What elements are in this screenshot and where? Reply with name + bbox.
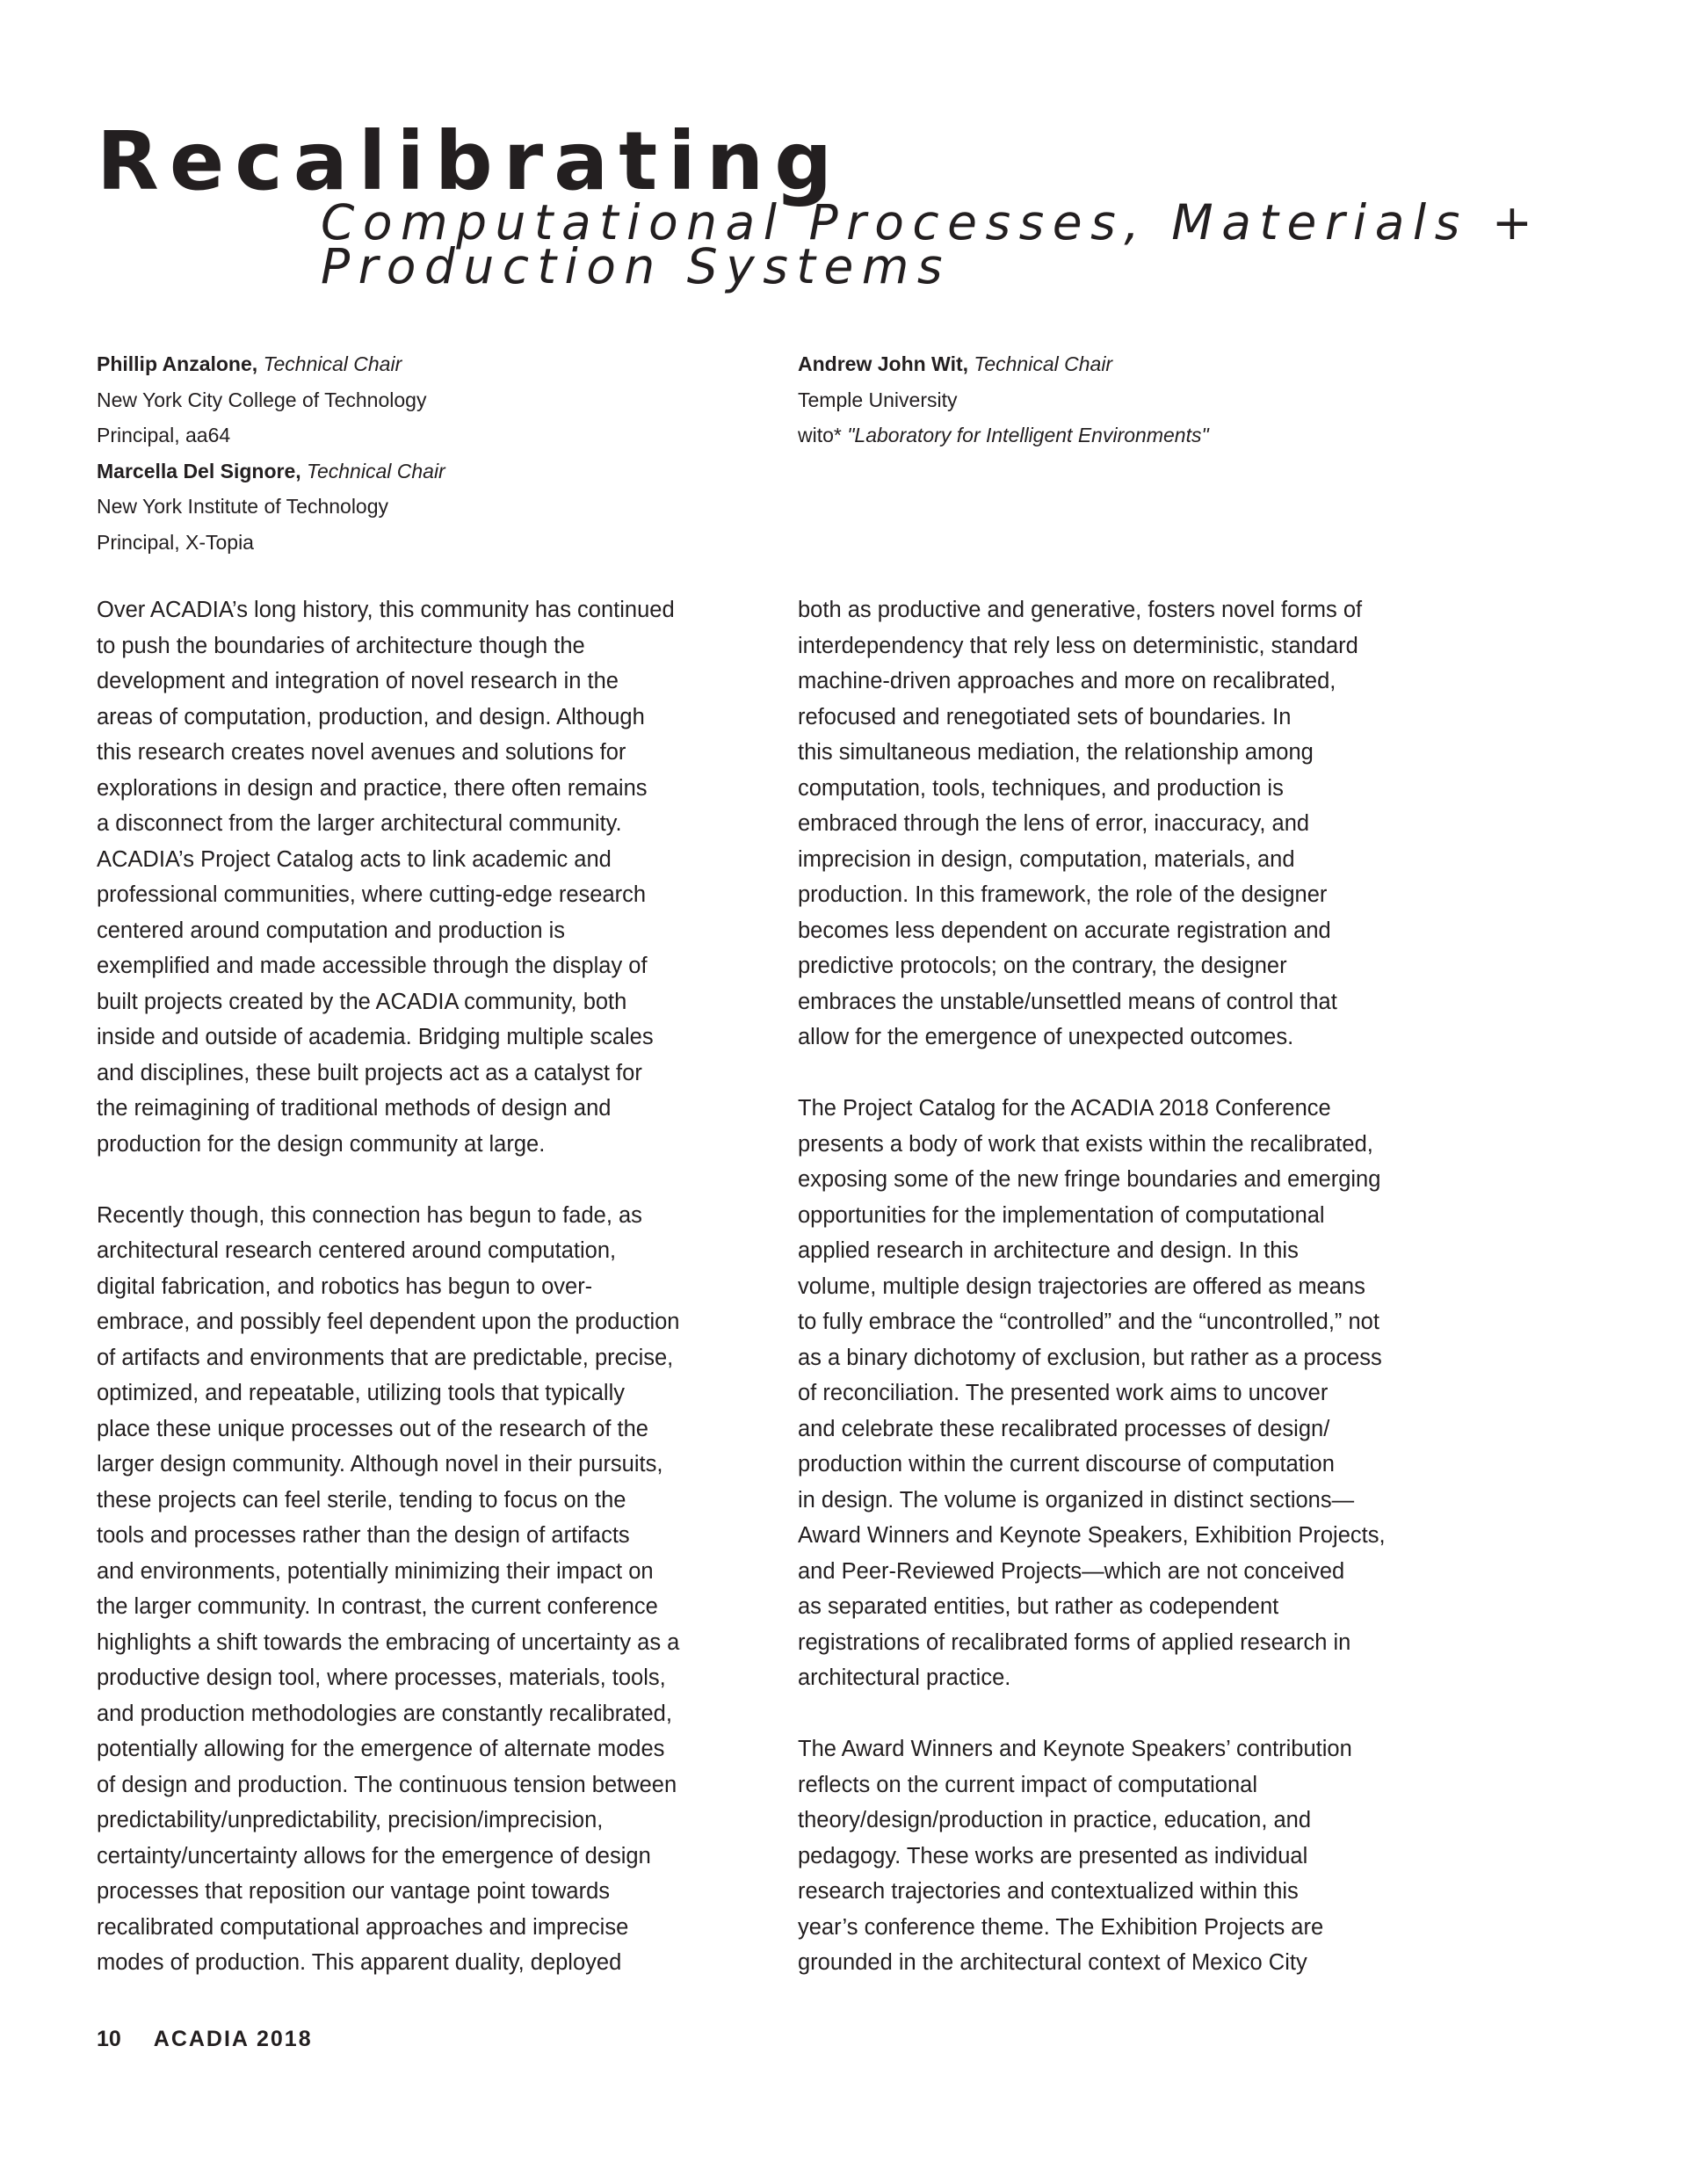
chair-role: Technical Chair (307, 459, 445, 483)
chair-affiliation: New York Institute of Technology (97, 495, 389, 518)
chair-role: Technical Chair (974, 352, 1113, 375)
body-paragraph: both as productive and generative, fosters novel forms of interdependency that rely less on deterministic, standard machine-driven approaches and more on recalibrated, refocused and renegotiated sets of boundaries. In this simultaneous mediation, the relationship among computation, tools, techniques, and production is embraced through the lens of error, inaccuracy, and imprecision in design, computation, materials, and production. In this framework, the role of the designer becomes less dependent on accurate registration and predictive protocols; on the contrary, the designer embraces the unstable/unsettled means of control that allow for the emergence of unexpected outcomes. (798, 598, 1363, 1049)
practice-lab-name: "Laboratory for Intelligent Environments" (847, 424, 1209, 446)
page-footer (97, 2025, 313, 2053)
chair-affiliation: Temple University (798, 388, 958, 411)
chair-name-line (97, 346, 764, 382)
chair-name: Phillip Anzalone, (97, 352, 258, 375)
chair-name-line (798, 346, 1466, 382)
body-paragraph: The Award Winners and Keynote Speakers’ contribution reflects on the current impact of computational theory/design/production in practice, education, and pedagogy. These works are presented as individual research trajectories and contextualized within this year’s conference theme. The Exhibition Projects are grounded in the architectural context of Mexico City (798, 1737, 1352, 1975)
chair-practice: Principal, X-Topia (97, 530, 254, 554)
body-column-left (97, 592, 791, 2016)
chair-name: Marcella Del Signore, (97, 459, 301, 483)
page-subtitle (321, 194, 1541, 294)
body-paragraph: Recently though, this connection has begun to fade, as architectural research centered around computation, digital fabrication, and robotics has begun to over- embrace, and possibly feel dependent upon the production of artifacts and environments that are predictable, precise, optimized, and repeatable, utilizing tools that typically place these unique processes out of the research of the larger design community. Although novel in their pursuits, these projects can feel sterile, tending to focus on the tools and processes rather than the design of artifacts and environments, potentially minimizing their impact on the larger community. In contrast, the current conference highlights a shift towards the embracing of uncertainty as a productive design tool, where processes, materials, tools, and production methodologies are constantly recalibrated, potentially allowing for the emergence of alternate modes of design and production. The continuous tension between predictability/unpredictability, precision/imprecision, certainty/uncertainty allows for the emergence of design processes that reposition our vantage point towards recalibrated computational approaches and imprecise modes of production. This apparent duality, deployed (97, 1202, 680, 1975)
subtitle-line-1: Computational Processes, Materials + (321, 194, 1541, 250)
body-paragraph: Over ACADIA’s long history, this community has continued to push the boundaries of architecture though the development and integration of novel research in the areas of computation, production, and design. Although this research creates novel avenues and solutions for explorations in design and practice, there often remains a disconnect from the larger architectural community. ACADIA’s Project Catalog acts to link academic and professional communities, where cutting-edge research centered around computation and production is exemplified and made accessible through the display of built projects created by the ACADIA community, both inside and outside of academia. Bridging multiple scales and disciplines, these built projects act as a catalyst for the reimagining of traditional methods of design and production for the design community at large. (97, 598, 675, 1157)
journal-name: ACADIA 2018 (153, 2027, 313, 2051)
body-column-right (798, 592, 1492, 2016)
chair-practice: Principal, aa64 (97, 424, 231, 446)
chairs-right-block (798, 346, 1466, 453)
subtitle-line-2: Production Systems (321, 238, 952, 294)
chair-practice (798, 417, 1466, 453)
chair-role: Technical Chair (263, 352, 402, 375)
chair-name-line (97, 453, 764, 490)
chair-name: Andrew John Wit, (798, 352, 969, 375)
chair-affiliation: New York City College of Technology (97, 388, 427, 411)
body-paragraph: The Project Catalog for the ACADIA 2018 Conference presents a body of work that exists within the recalibrated, exposing some of the new fringe boundaries and emerging opportunities for the implementation of computational applied research in architecture and design. In this volume, multiple design trajectories are offered as means to fully embrace the “controlled” and the “uncontrolled,” not as a binary dichotomy of exclusion, but rather as a process of reconciliation. The presented work aims to uncover and celebrate these recalibrated processes of design/ production within the current discourse of computation in design. The volume is organized in distinct sections— Award Winners and Keynote Speakers, Exhibition Projects, and Peer-Reviewed Projects—which are not conceived as separated entities, but rather as codependent registrations of recalibrated forms of applied research in architectural practice. (798, 1096, 1386, 1690)
page-title: Recalibrating (97, 114, 844, 208)
chairs-left-block (97, 346, 764, 560)
page-number: 10 (97, 2027, 121, 2051)
practice-prefix: wito* (798, 424, 842, 446)
